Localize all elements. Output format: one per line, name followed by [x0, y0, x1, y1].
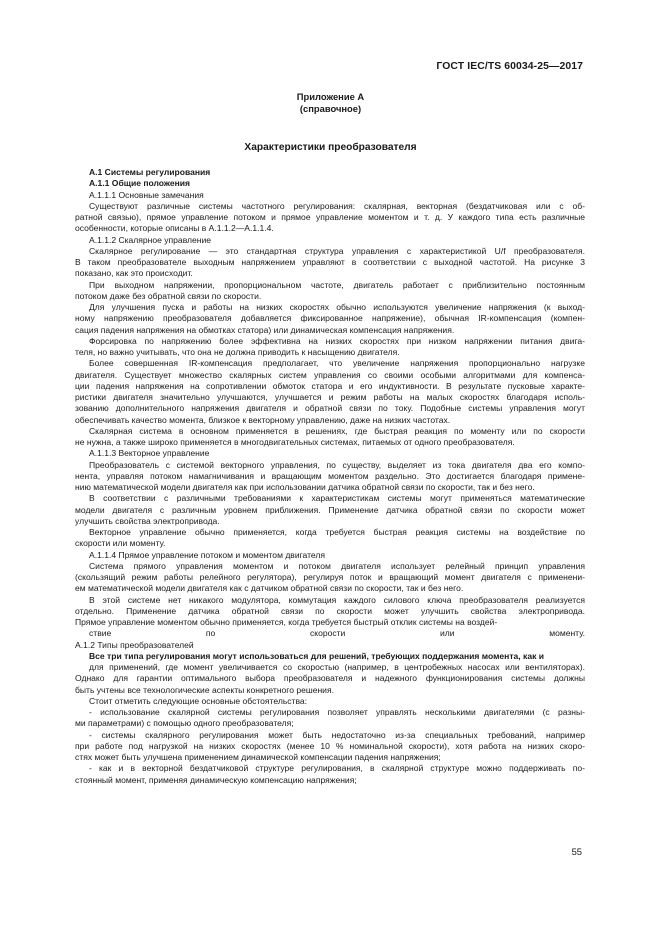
text-line: Стоит отметить следующие основные обстоятельства:: [89, 695, 308, 706]
text-line: не нужна, а также широко применяется в многодвигательных системах, питаемых от одного преобразователя.: [75, 437, 515, 447]
text-line: - использование скалярной системы регулирования позволяет управлять несколькими двигателями (с разны-: [89, 707, 585, 717]
text-line: Форсировка по напряжению более эффективна на низких скоростях при низком напряжении питания двига-: [89, 335, 585, 346]
text-line: В этой системе нет никакого модулятора, коммутация каждого силового ключа преобразователя реализуется: [89, 594, 585, 605]
subsection-heading: А.1.1.3 Векторное управление: [89, 448, 210, 459]
text-line: - системы скалярного регулирования может быть недостаточно из-за специальных требований, например: [89, 729, 585, 740]
appendix-title: Приложение А: [296, 91, 365, 102]
text-line: ному напряжению преобразователя добавляется фиксированное напряжение), обычная IR-компенсация (компен-: [75, 313, 585, 324]
section-heading: А.1 Системы регулирования: [89, 167, 211, 177]
text-line: Скалярная система в основном применяется в решениях, где быстрая реакция по моменту или по скорости: [89, 425, 585, 436]
subsection-heading: А.1.1.4 Прямое управление потоком и моментом двигателя: [89, 549, 326, 560]
text-line: потоком даже без обратной связи по скорости.: [75, 290, 262, 301]
text-line: Прямое управление моментом обычно применяется, когда требуется быстрый отклик системы на воздей-: [75, 617, 498, 627]
text-line: ствие по скорости или моменту.: [89, 628, 585, 639]
text-line: ции падения напряжения на сопротивлении обмоток статора и его индуктивности. В результате пусковые характе-: [75, 380, 585, 391]
appendix-heading: [0, 91, 661, 114]
section-heading: Все три типа регулирования могут использоваться для решений, требующих поддержания момента, как и: [89, 650, 544, 661]
text-line: Преобразователь с системой векторного управления, по существу, выделяет из тока двигателя два его компо-: [89, 459, 585, 470]
page-number: 55: [571, 846, 582, 857]
text-line: В соответствии с различными требованиями к характеристикам системы могут применяться математические: [89, 493, 585, 504]
text-line: стоянный момент, применяя динамическую компенсацию напряжения;: [75, 774, 357, 785]
text-line: для применений, где момент увеличивается со скоростью (например, в центробежных насосах или вентиляторах).: [89, 662, 585, 672]
section-heading: А.1.1 Общие положения: [89, 178, 191, 189]
text-line: Более совершенная IR-компенсация предполагает, что увеличение напряжения пропорционально нагрузке: [89, 358, 585, 369]
text-line: Векторное управление обычно применяется, когда требуется быстрая реакция системы на воздействие по: [89, 527, 585, 537]
text-line: модели двигателя с различным уровнем приближения. Применение датчика обратной связи по скорости может: [75, 504, 585, 515]
subsection-heading: А.1.1.1 Основные замечания: [89, 189, 204, 200]
text-line: отдельно. Применение датчика обратной связи по скорости может улучшить свойства электропривода.: [75, 605, 585, 616]
text-line: Однако для гарантии оптимального выбора преобразователя и надежного функционирования системы должны: [75, 673, 585, 684]
text-line: нента, управляя потоком намагничивания и вращающим моментом раздельно. Это достигается благодаря примене-: [75, 470, 585, 481]
text-line: скорости или моменту.: [75, 538, 166, 549]
text-line: (скользящий режим работы релейного регулятора), регулируя поток и вращающий момент двигателя с применени-: [75, 572, 585, 582]
appendix-note: (справочное): [299, 102, 362, 114]
text-line: ристики двигателя значительно улучшаются, улучшается и режим работы на малых скоростях благодаря исполь-: [75, 392, 585, 402]
text-line: нию математической модели двигателя как при использовании датчика обратной связи по скорости, так и без него.: [75, 482, 535, 492]
text-line: обеспечивать качество момента, близкое к векторному управлению, даже на низких частотах.: [75, 414, 451, 425]
text-line: двигателя. Существует множество скалярных систем управления со своими особыми алгоритмами для компенса-: [75, 369, 585, 380]
text-line: ми параметрами) с помощью одного преобразователя;: [75, 718, 294, 729]
text-line: Система прямого управления моментом и потоком двигателя использует релейный принцип управления: [89, 560, 585, 571]
text-line: сация падения напряжения на обмотках статора) или динамическая компенсация напряжения.: [75, 324, 455, 335]
body-text: [75, 167, 585, 786]
standard-header: ГОСТ IEC/TS 60034-25—2017: [436, 61, 583, 72]
text-line: теля, но важно учитывать, что она не должна приводить к насыщению двигателя.: [75, 347, 400, 357]
text-line: стях может быть улучшена применением динамической компенсации падения напряжения;: [75, 752, 441, 762]
text-line: При выходном напряжении, пропорциональном частоте, двигатель работает с приблизительно постоянным: [89, 279, 585, 290]
text-line: Для улучшения пуска и работы на низких скоростях обычно используются увеличение напряжения (к выход-: [89, 302, 585, 312]
text-line: зованию дополнительного напряжения двигателя и обратной связи по току. Подобные системы управления могут: [75, 403, 585, 414]
text-line: - как и в векторной бездатчиковой структуре регулирования, в скалярной структуре можно поддерживать по-: [89, 763, 585, 774]
text-line: В таком преобразователе выходным напряжением управляют в соответствии с выходной частотой. На рисунке 3: [75, 257, 585, 267]
text-line: показано, как это происходит.: [75, 268, 193, 279]
text-line: Существуют различные системы частотного регулирования: скалярная, векторная (бездатчиковая или с об-: [89, 200, 585, 211]
text-line: ратной связью), прямое управление потоком и прямое управление моментом и т. д. У каждого типа есть различные: [75, 212, 585, 222]
subsection-heading: А.1.1.2 Скалярное управление: [89, 234, 212, 245]
page-title: Характеристики преобразователя: [244, 142, 417, 153]
text-line: особенности, которые описаны в А.1.1.2—А.1.1.4.: [75, 223, 274, 234]
text-line: при работе под нагрузкой на низких скоростях (менее 10 % номинальной скорости), хотя работа на низких скоро-: [75, 740, 585, 751]
text-line: ем математической модели двигателя как с датчиком обратной связи по скорости, так и без него.: [75, 583, 464, 594]
text-line: Скалярное регулирование — это стандартная структура управления с характеристикой U/f преобразователя.: [89, 245, 585, 256]
text-line: улучшить свойства электропривода.: [75, 515, 220, 526]
text-line: А.1.2 Типы преобразователей: [75, 639, 194, 650]
text-line: быть учтены все технологические аспекты конкретного решения.: [75, 684, 334, 695]
